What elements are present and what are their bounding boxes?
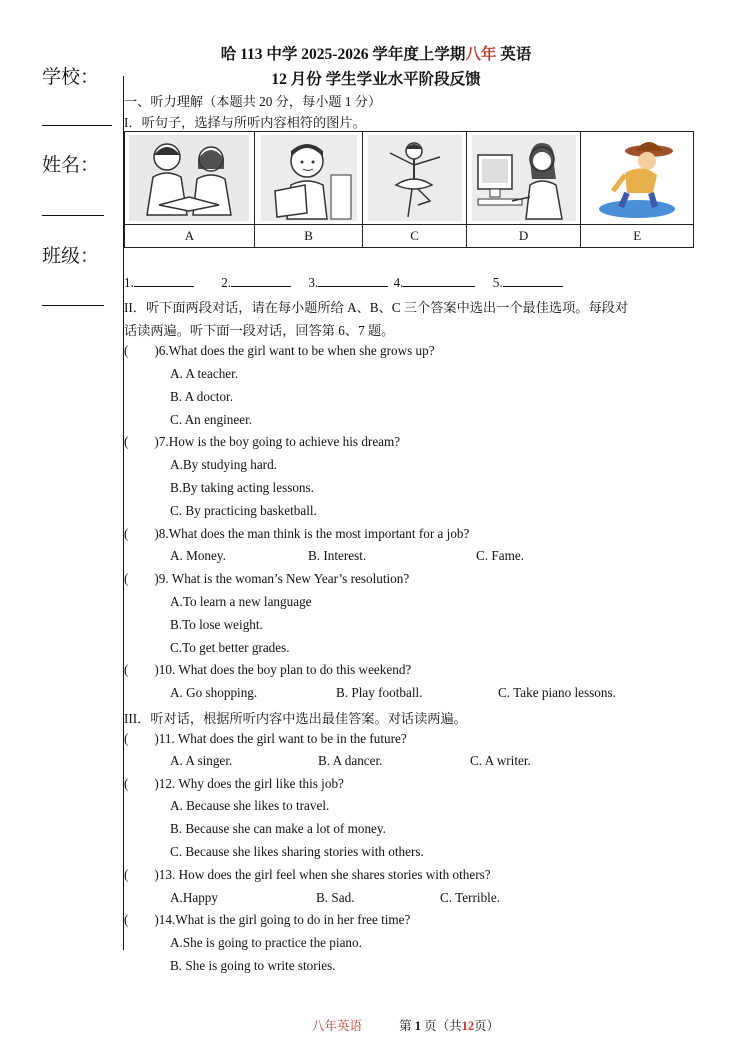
woman-at-computer-icon xyxy=(472,135,576,221)
q7-option-b: B.By taking acting lessons. xyxy=(170,480,314,495)
picture-c xyxy=(363,132,466,225)
question-9: ( )9. What is the woman’s New Year’s resolution? xyxy=(124,571,410,586)
picture-label-e: E xyxy=(581,225,694,248)
question-13: ( )13. How does the girl feel when she shares stories with others? xyxy=(124,867,491,882)
section1-heading: 一、听力理解（本题共 20 分，每小题 1 分） xyxy=(124,94,382,109)
answer-blank-2[interactable] xyxy=(231,276,291,287)
picture-label-b: B xyxy=(254,225,363,248)
question-14: ( )14.What is the girl going to do in her free time? xyxy=(124,912,411,927)
picture-b xyxy=(254,132,363,225)
q6-option-a: A. A teacher. xyxy=(170,366,239,381)
part1-instruction: I．听句子，选择与所听内容相符的图片。 xyxy=(124,115,366,130)
part3-instruction: III．听对话，根据所听内容中选出最佳答案。对话读两遍。 xyxy=(124,711,467,726)
picture-label-c: C xyxy=(363,225,466,248)
q14-option-a: A.She is going to practice the piano. xyxy=(170,935,362,950)
picture-table xyxy=(124,131,694,248)
q12-option-a: A. Because she likes to travel. xyxy=(170,798,330,813)
q8-option-a: A. Money. xyxy=(170,548,226,563)
q10-option-b: B. Play football. xyxy=(336,685,423,700)
q7-option-a: A.By studying hard. xyxy=(170,457,277,472)
q8-option-c: C. Fame. xyxy=(476,548,524,563)
q7-option-c: C. By practicing basketball. xyxy=(170,503,317,518)
name-blank[interactable] xyxy=(42,215,104,216)
part2-instruction-line1: II．听下面两段对话，请在每小题所给 A、B、C 三个答案中选出一个最佳选项。每段对 xyxy=(124,300,629,315)
school-label: 学校： xyxy=(42,66,100,88)
answer-blanks-row: 1. 2. 3. 4. 5. xyxy=(124,275,563,291)
q13-option-a: A.Happy xyxy=(170,890,218,905)
answer-blank-1[interactable] xyxy=(134,276,194,287)
two-students-reading-icon xyxy=(129,135,249,221)
footer-page-total: 12 xyxy=(461,1019,475,1033)
question-7: ( )7.How is the boy going to achieve his dream? xyxy=(124,434,401,449)
footer-subject: 八年英语 xyxy=(312,1019,363,1033)
q14-option-b: B. She is going to write stories. xyxy=(170,958,336,973)
boy-reading-book-icon xyxy=(261,135,357,221)
picture-label-a: A xyxy=(125,225,255,248)
q13-option-b: B. Sad. xyxy=(316,890,355,905)
page-subtitle: 12 月份 学生学业水平阶段反馈 xyxy=(271,71,481,88)
boy-in-hat-icon xyxy=(595,135,679,221)
class-label: 班级： xyxy=(42,245,100,267)
question-8: ( )8.What does the man think is the most important for a job? xyxy=(124,526,470,541)
q12-option-c: C. Because she likes sharing stories with others. xyxy=(170,844,424,859)
footer-page-number: 1 xyxy=(414,1019,422,1033)
name-label: 姓名： xyxy=(42,154,100,176)
q9-option-b: B.To lose weight. xyxy=(170,617,263,632)
picture-d xyxy=(466,132,581,225)
q11-option-b: B. A dancer. xyxy=(318,753,383,768)
question-6: ( )6.What does the girl want to be when she grows up? xyxy=(124,343,435,358)
q10-option-a: A. Go shopping. xyxy=(170,685,258,700)
question-12: ( )12. Why does the girl like this job? xyxy=(124,776,344,791)
ballet-dancer-icon xyxy=(368,135,462,221)
picture-e xyxy=(581,132,694,225)
q8-option-b: B. Interest. xyxy=(308,548,367,563)
class-blank[interactable] xyxy=(42,305,104,306)
part2-instruction-line2: 话读两遍。听下面一段对话，回答第 6、7 题。 xyxy=(124,323,395,338)
q11-option-c: C. A writer. xyxy=(470,753,531,768)
q11-option-a: A. A singer. xyxy=(170,753,233,768)
answer-blank-5[interactable] xyxy=(503,276,563,287)
q13-option-c: C. Terrible. xyxy=(440,890,500,905)
answer-blank-4[interactable] xyxy=(403,276,475,287)
picture-label-d: D xyxy=(466,225,581,248)
q12-option-b: B. Because she can make a lot of money. xyxy=(170,821,386,836)
picture-a xyxy=(125,132,255,225)
q6-option-c: C. An engineer. xyxy=(170,412,253,427)
school-blank[interactable] xyxy=(42,125,112,126)
question-10: ( )10. What does the boy plan to do this weekend? xyxy=(124,662,412,677)
footer: 八年英语 第 1 页（共12页） xyxy=(312,1019,500,1033)
page-title: 哈 113 中学 2025-2026 学年度上学期八年 英语 xyxy=(220,46,532,63)
question-11: ( )11. What does the girl want to be in the future? xyxy=(124,731,407,746)
q10-option-c: C. Take piano lessons. xyxy=(498,685,616,700)
q6-option-b: B. A doctor. xyxy=(170,389,234,404)
answer-blank-3[interactable] xyxy=(318,276,388,287)
q9-option-c: C.To get better grades. xyxy=(170,640,290,655)
q9-option-a: A.To learn a new language xyxy=(170,594,312,609)
